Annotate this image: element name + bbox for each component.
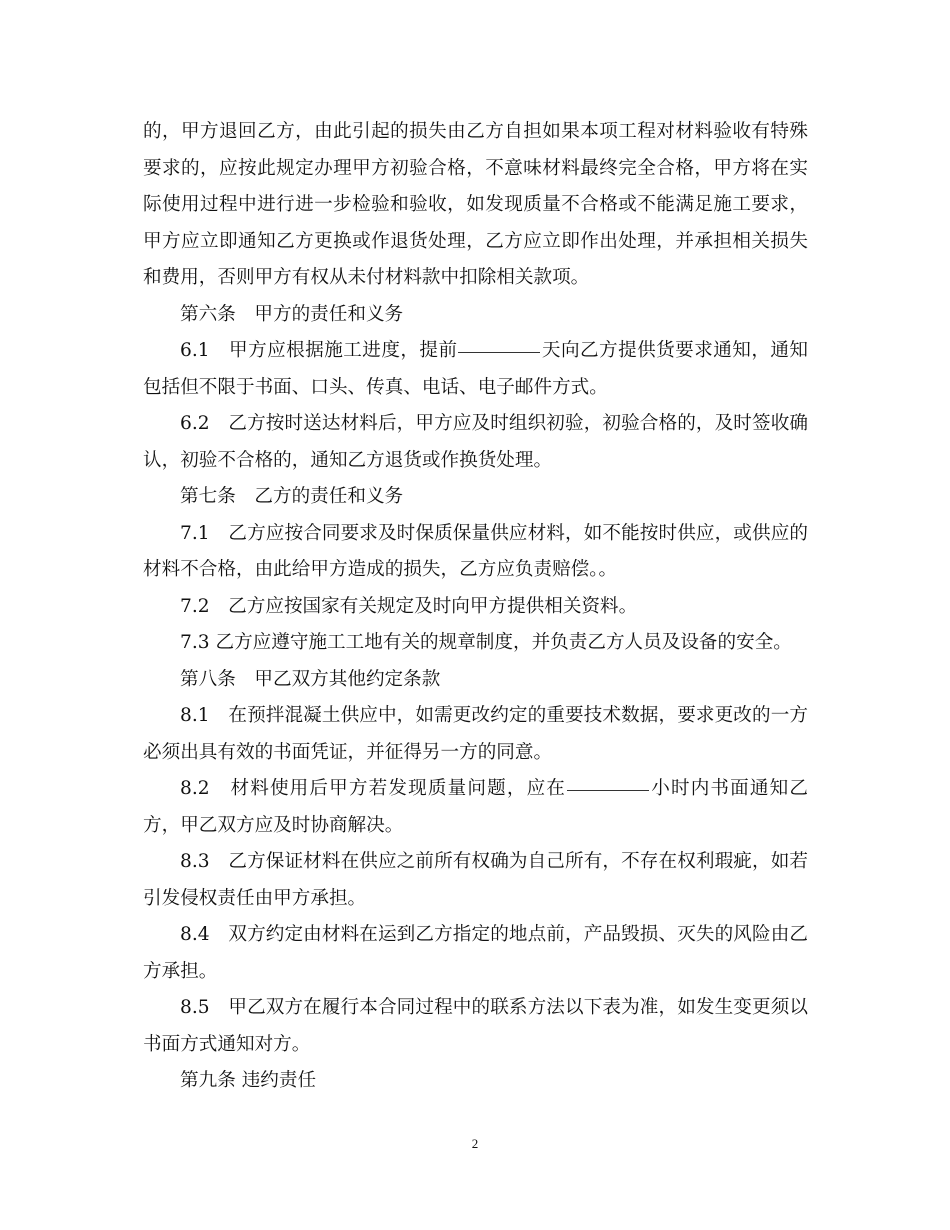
clause-8-3: 8.3 乙方保证材料在供应之前所有权确为自己所有，不存在权利瑕疵，如若引发侵权责任由甲方承担。 [143, 851, 808, 909]
clause-7-2: 7.2 乙方应按国家有关规定及时向甲方提供相关资料。 [180, 595, 638, 617]
clause-8-2 [143, 771, 808, 844]
heading-article-8: 第八条 甲乙双方其他约定条款 [180, 668, 441, 690]
clause-8-2-text-b: 小时内书面通知乙方，甲乙双方应及时协商解决。 [143, 778, 808, 836]
clause-6-1-text-b: 天向乙方提供货要求通知，通知包括但不限于书面、口头、传真、电话、电子邮件方式。 [143, 340, 808, 398]
clause-8-4: 8.4 双方约定由材料在运到乙方指定的地点前，产品毁损、灭失的风险由乙方承担。 [143, 924, 808, 982]
clause-6-1-text-a: 6.1 甲方应根据施工进度，提前 [180, 340, 458, 361]
fill-in-blank-hours [567, 789, 649, 791]
clause-8-1: 8.1 在预拌混凝土供应中，如需更改约定的重要技术数据，要求更改的一方必须出具有效的书面凭证，并征得另一方的同意。 [143, 705, 808, 763]
clause-8-2-text-a: 8.2 材料使用后甲方若发现质量问题，应在 [180, 778, 567, 799]
heading-article-7: 第七条 乙方的责任和义务 [180, 486, 404, 507]
clause-7-3: 7.3 乙方应遵守施工工地有关的规章制度，并负责乙方人员及设备的安全。 [180, 632, 792, 653]
document-body [143, 114, 808, 1100]
clause-8-5: 8.5 甲乙双方在履行本合同过程中的联系方法以下表为准，如发生变更须以书面方式通知对方。 [143, 997, 808, 1055]
clause-6-1 [143, 333, 808, 406]
fill-in-blank-days [458, 351, 540, 353]
paragraph-continuation: 的，甲方退回乙方，由此引起的损失由乙方自担如果本项工程对材料验收有特殊要求的，应按此规定办理甲方初验合格，不意味材料最终完全合格，甲方将在实际使用过程中进行进一步检验和验收，如发现质量不合格或不能满足施工要求，甲方应立即通知乙方更换或作退货处理，乙方应立即作出处理，并承担相关损失和费用，否则甲方有权从未付材料款中扣除相关款项。 [143, 121, 808, 288]
page-number: 2 [471, 1136, 479, 1151]
heading-article-9: 第九条 违约责任 [180, 1070, 317, 1091]
clause-7-1: 7.1 乙方应按合同要求及时保质保量供应材料，如不能按时供应，或供应的材料不合格，由此给甲方造成的损失，乙方应负责赔偿。。 [143, 522, 808, 580]
clause-6-2: 6.2 乙方按时送达材料后，甲方应及时组织初验，初验合格的，及时签收确认，初验不合格的，通知乙方退货或作换货处理。 [143, 413, 808, 471]
heading-article-6: 第六条 甲方的责任和义务 [180, 303, 404, 325]
